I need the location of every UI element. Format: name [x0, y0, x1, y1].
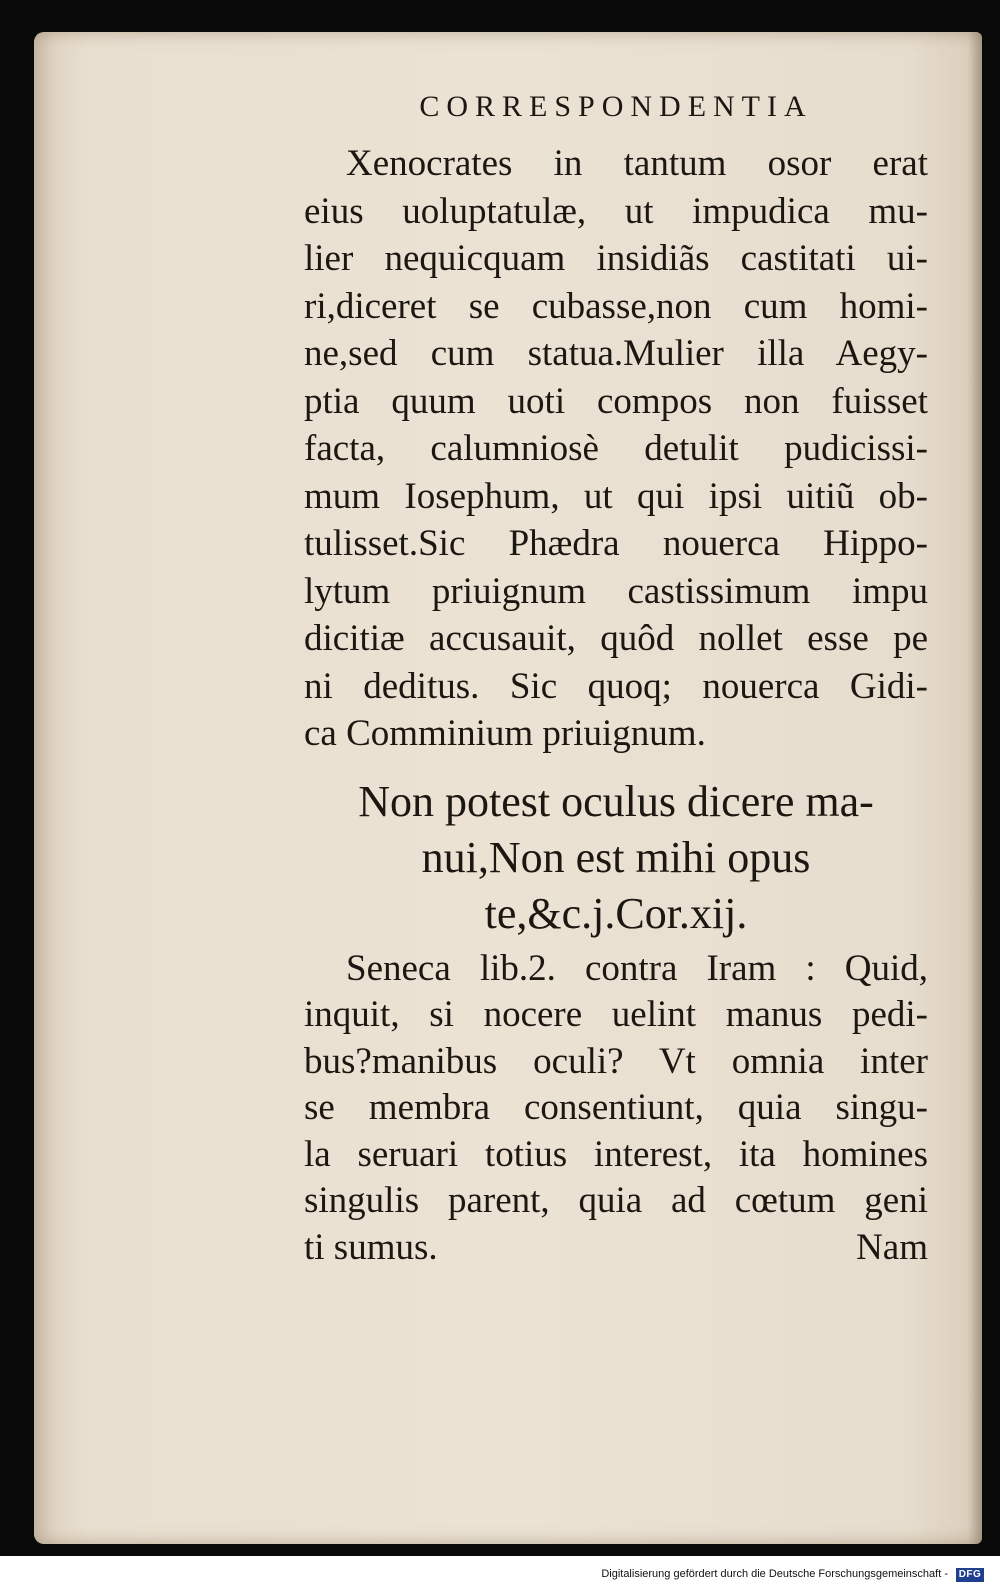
text-line: lier nequicquam insidiãs castitati ui- [304, 238, 928, 279]
text-line: Seneca lib.2. contra Iram : Quid, [346, 947, 928, 989]
text-line: ti sumus. [304, 1226, 438, 1268]
section-heading [304, 774, 928, 942]
text-line: Xenocrates in tantum osor erat [346, 143, 928, 184]
last-line [304, 1225, 928, 1272]
text-line: ni deditus. Sic quoq; nouerca Gidi- [304, 665, 928, 707]
running-head: CORRESPONDENTIA [419, 90, 813, 123]
page-edge [968, 32, 982, 1544]
text-line: lytum priuignum castissimum impu [304, 570, 928, 612]
text-line: singulis parent, quia ad cœtum geni [304, 1180, 928, 1221]
text-line: eius uoluptatulæ, ut impudica mu- [304, 190, 928, 232]
text-line: tulisset.Sic Phædra nouerca Hippo- [304, 523, 928, 564]
text-line: facta, calumniosè detulit pudicissi- [304, 428, 928, 469]
text-block [304, 82, 928, 1271]
catchword: Nam [856, 1226, 928, 1268]
text-line: ne,sed cum statua.Mulier illa Aegy- [304, 333, 928, 374]
text-line: inquit, si nocere uelint manus pedi- [304, 994, 928, 1035]
dfg-logo: DFG [956, 1568, 984, 1582]
text-line: se membra consentiunt, quia singu- [304, 1087, 928, 1128]
text-line: bus?manibus oculi? Vt omnia inter [304, 1040, 928, 1082]
text-line: ptia quum uoti compos non fuisset [304, 380, 928, 422]
text-line: ri,diceret se cubasse,non cum homi- [304, 285, 928, 327]
text-line: ca Comminium priuignum. [304, 713, 706, 754]
book-page [34, 32, 982, 1544]
footer-credit: Digitalisierung gefördert durch die Deutsche Forschungsgemeinschaft - [601, 1568, 948, 1580]
text-line: mum Iosephum, ut qui ipsi uitiũ ob- [304, 475, 928, 517]
heading-line: Non potest oculus dicere ma- [358, 776, 874, 826]
paragraph-xenocrates [304, 140, 928, 758]
heading-line: te,&c.j.Cor.xij. [484, 888, 748, 938]
text-line: la seruari totius interest, ita homines [304, 1133, 928, 1175]
text-line: dicitiæ accusauit, quôd nollet esse pe [304, 618, 928, 659]
paragraph-seneca [304, 946, 928, 1272]
footer-bar [0, 1556, 1000, 1588]
heading-line: nui,Non est mihi opus [421, 832, 811, 882]
